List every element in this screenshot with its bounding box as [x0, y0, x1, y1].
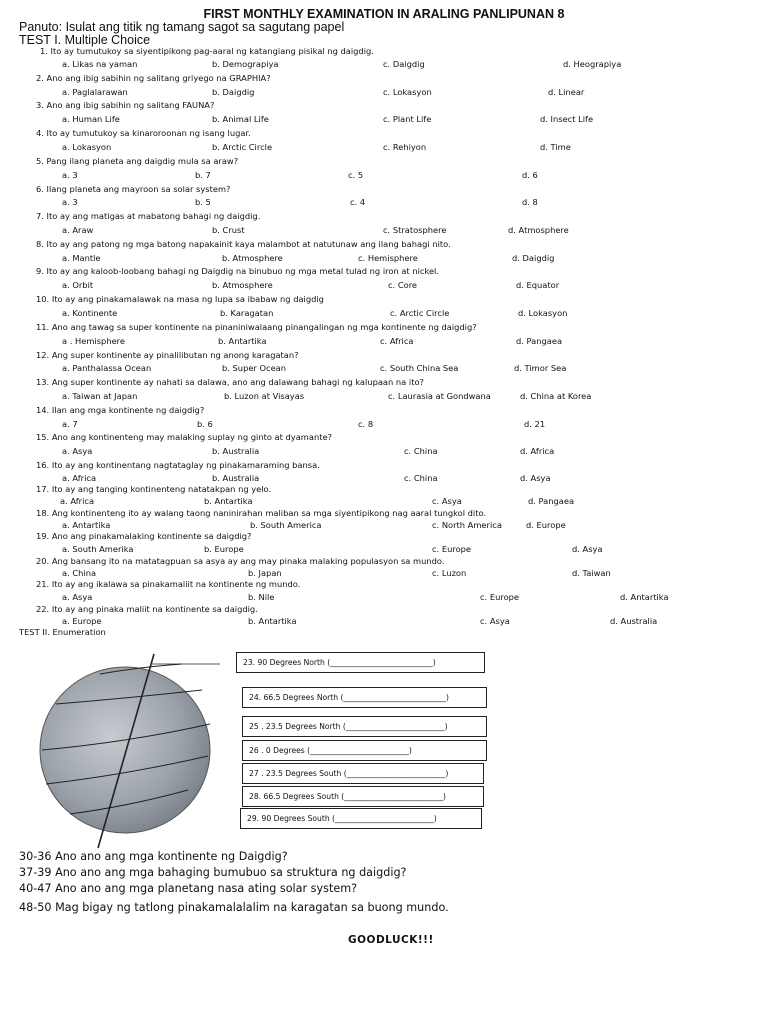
answer-choice: d. Linear — [548, 87, 585, 97]
answer-choice: c. Arctic Circle — [390, 308, 450, 318]
question-text: 7. Ito ay ang matigas at mabatong bahagi ng daigdig. — [36, 211, 261, 221]
answer-choice: b. Karagatan — [220, 308, 274, 318]
answer-choice: d. Taiwan — [572, 568, 611, 578]
answer-choice: d. Australia — [610, 616, 658, 626]
question-text: 22. Ito ay ang pinaka maliit na kontinente sa daigdig. — [36, 604, 258, 614]
answer-choice: b. Daigdig — [212, 87, 255, 97]
answer-choice: c. Core — [388, 280, 418, 290]
answer-choice: d. Daigdig — [512, 253, 555, 263]
globe-svg — [30, 650, 220, 850]
answer-choice: d. Heograpiya — [563, 59, 622, 69]
question-text: 21. Ito ay ang ikalawa sa pinakamaliit na kontinente ng mundo. — [36, 579, 301, 589]
exam-title: FIRST MONTHLY EXAMINATION IN ARALING PANLIPUNAN 8 — [203, 7, 565, 21]
answer-choice: b. Europe — [204, 544, 244, 554]
question-text: 3. Ano ang ibig sabihin ng salitang FAUNA? — [36, 100, 215, 110]
answer-choice: a. China — [62, 568, 97, 578]
answer-choice: a. Likas na yaman — [62, 59, 138, 69]
question-text: 18. Ang kontinenteng ito ay walang taong naninirahan maliban sa mga siyentipikong nag aaral tungkol dito. — [36, 508, 487, 518]
answer-choice: b. Animal Life — [212, 114, 269, 124]
answer-choice: a. Africa — [60, 496, 95, 506]
answer-choice: c. Africa — [380, 336, 414, 346]
question-text: 17. Ito ay ang tanging kontinenteng natatakpan ng yelo. — [36, 484, 272, 494]
answer-choice: b. Australia — [212, 446, 260, 456]
answer-choice: b. Arctic Circle — [212, 142, 273, 152]
answer-choice: a. 7 — [62, 419, 78, 429]
question-text: 15. Ano ang kontinenteng may malaking suplay ng ginto at dyamante? — [36, 432, 332, 442]
answer-choice: a. Lokasyon — [62, 142, 112, 152]
globe-label-23s: 27 . 23.5 Degrees South (__________________________) — [242, 763, 484, 784]
answer-choice: c. Rehiyon — [383, 142, 427, 152]
answer-choice: a. Paglalarawan — [62, 87, 128, 97]
answer-choice: b. Australia — [212, 473, 260, 483]
answer-choice: a. 3 — [62, 197, 78, 207]
answer-choice: a. Kontinente — [62, 308, 118, 318]
enumeration-item: 30-36 Ano ano ang mga kontinente ng Daigdig? — [19, 850, 288, 863]
answer-choice: c. 8 — [358, 419, 374, 429]
answer-choice: a. Human Life — [62, 114, 120, 124]
directions: Panuto: Isulat ang titik ng tamang sagot sa sagutang papel — [19, 20, 345, 34]
test2-title: TEST II. Enumeration — [19, 627, 106, 637]
globe-label-90n: 23. 90 Degrees North (___________________________) — [236, 652, 485, 673]
question-text: 20. Ang bansang ito na matatagpuan sa asya ay ang may pinaka malaking populasyon sa mundo. — [36, 556, 445, 566]
answer-choice: d. 21 — [524, 419, 546, 429]
answer-choice: b. Demograpiya — [212, 59, 279, 69]
answer-choice: d. Insect Life — [540, 114, 594, 124]
enumeration-item: 48-50 Mag bigay ng tatlong pinakamalalalim na karagatan sa buong mundo. — [19, 901, 449, 914]
answer-choice: b. Atmosphere — [222, 253, 283, 263]
answer-choice: a. Taiwan at Japan — [62, 391, 138, 401]
answer-choice: c. South China Sea — [380, 363, 459, 373]
question-text: 9. Ito ay ang kaloob-loobang bahagi ng Daigdig na binubuo ng mga metal tulad ng iron at nickel. — [36, 266, 439, 276]
enumeration-item: 37-39 Ano ano ang mga bahaging bumubuo sa struktura ng daigdig? — [19, 866, 407, 879]
question-text: 13. Ang super kontinente ay nahati sa dalawa, ano ang dalawang bahagi ng kalupaan na ito? — [36, 377, 424, 387]
answer-choice: a. Antartika — [62, 520, 111, 530]
answer-choice: a. Africa — [62, 473, 97, 483]
answer-choice: a. Asya — [62, 592, 93, 602]
answer-choice: b. Japan — [248, 568, 282, 578]
question-text: 8. Ito ay ang patong ng mga batong napakainit kaya malambot at natutunaw ang ilang bahagi nito. — [36, 239, 451, 249]
answer-choice: d. Africa — [520, 446, 555, 456]
question-text: 5. Pang ilang planeta ang daigdig mula sa araw? — [36, 156, 239, 166]
answer-choice: a. South Amerika — [62, 544, 134, 554]
answer-choice: a. Mantle — [62, 253, 101, 263]
answer-choice: b. Crust — [212, 225, 245, 235]
answer-choice: c. Laurasia at Gondwana — [388, 391, 491, 401]
answer-choice: d. Atmosphere — [508, 225, 569, 235]
answer-choice: b. Antartika — [248, 616, 297, 626]
answer-choice: a. Araw — [62, 225, 94, 235]
answer-choice: d. Europe — [526, 520, 566, 530]
answer-choice: c. Plant Life — [383, 114, 432, 124]
answer-choice: b. South America — [250, 520, 322, 530]
answer-choice: c. China — [404, 473, 438, 483]
globe-diagram — [30, 650, 220, 850]
answer-choice: c. 5 — [348, 170, 364, 180]
answer-choice: d. Asya — [572, 544, 603, 554]
question-text: 19. Ano ang pinakamalaking kontinente sa daigdig? — [36, 531, 252, 541]
question-text: 11. Ano ang tawag sa super kontinente na pinaniniwalaang pinangalingan ng mga kontinente ng daigdig? — [36, 322, 477, 332]
answer-choice: d. Time — [540, 142, 571, 152]
answer-choice: c. North America — [432, 520, 502, 530]
globe-label-90s: 29. 90 Degrees South (__________________________) — [240, 808, 482, 829]
answer-choice: b. Atmosphere — [212, 280, 273, 290]
answer-choice: d. 6 — [522, 170, 538, 180]
answer-choice: c. Asya — [480, 616, 510, 626]
answer-choice: d. Asya — [520, 473, 551, 483]
question-text: 16. Ito ay ang kontinentang nagtataglay ng pinakamaraming bansa. — [36, 460, 320, 470]
answer-choice: b. 6 — [197, 419, 213, 429]
globe-label-66n: 24. 66.5 Degrees North (___________________________) — [242, 687, 487, 708]
answer-choice: c. Stratosphere — [383, 225, 447, 235]
answer-choice: c. Hemisphere — [358, 253, 418, 263]
answer-choice: b. Luzon at Visayas — [224, 391, 305, 401]
question-text: 14. Ilan ang mga kontinente ng daigdig? — [36, 405, 205, 415]
answer-choice: a. Panthalassa Ocean — [62, 363, 152, 373]
question-text: 10. Ito ay ang pinakamalawak na masa ng lupa sa ibabaw ng daigdig — [36, 294, 324, 304]
answer-choice: a. 3 — [62, 170, 78, 180]
question-text: 1. Ito ay tumutukoy sa siyentipikong pag-aaral ng katangiang pisikal ng daigdig. — [40, 46, 374, 56]
answer-choice: c. Asya — [432, 496, 462, 506]
answer-choice: b. Antartika — [218, 336, 267, 346]
answer-choice: d. Lokasyon — [518, 308, 568, 318]
answer-choice: b. 5 — [195, 197, 211, 207]
test1-title: TEST I. Multiple Choice — [19, 33, 151, 47]
globe-label-0: 26 . 0 Degrees (__________________________) — [242, 740, 487, 761]
answer-choice: b. Super Ocean — [222, 363, 287, 373]
answer-choice: d. 8 — [522, 197, 538, 207]
answer-choice: a. Asya — [62, 446, 93, 456]
answer-choice: a. Orbit — [62, 280, 94, 290]
answer-choice: d. Timor Sea — [514, 363, 567, 373]
answer-choice: d. Pangaea — [528, 496, 575, 506]
answer-choice: c. Luzon — [432, 568, 467, 578]
answer-choice: d. China at Korea — [520, 391, 592, 401]
answer-choice: c. Daigdig — [383, 59, 425, 69]
answer-choice: c. Europe — [432, 544, 472, 554]
answer-choice: d. Equator — [516, 280, 560, 290]
closing-text: GOODLUCK!!! — [348, 934, 434, 946]
answer-choice: d. Antartika — [620, 592, 669, 602]
enumeration-item: 40-47 Ano ano ang mga planetang nasa ating solar system? — [19, 882, 358, 895]
answer-choice: c. China — [404, 446, 438, 456]
question-text: 6. Ilang planeta ang mayroon sa solar system? — [36, 184, 231, 194]
question-text: 4. Ito ay tumutukoy sa kinaroroonan ng isang lugar. — [36, 128, 251, 138]
question-text: 2. Ano ang ibig sabihin ng salitang griyego na GRAPHIA? — [36, 73, 271, 83]
answer-choice: b. 7 — [195, 170, 211, 180]
globe-label-66s: 28. 66.5 Degrees South (__________________________) — [242, 786, 484, 807]
answer-choice: c. Lokasyon — [383, 87, 432, 97]
answer-choice: c. 4 — [350, 197, 366, 207]
globe-label-23n: 25 . 23.5 Degrees North (__________________________) — [242, 716, 487, 737]
answer-choice: b. Nile — [248, 592, 275, 602]
answer-choice: c. Europe — [480, 592, 520, 602]
answer-choice: b. Antartika — [204, 496, 253, 506]
answer-choice: a. Europe — [62, 616, 102, 626]
answer-choice: d. Pangaea — [516, 336, 563, 346]
answer-choice: a . Hemisphere — [62, 336, 126, 346]
question-text: 12. Ang super kontinente ay pinalilibutan ng anong karagatan? — [36, 350, 299, 360]
